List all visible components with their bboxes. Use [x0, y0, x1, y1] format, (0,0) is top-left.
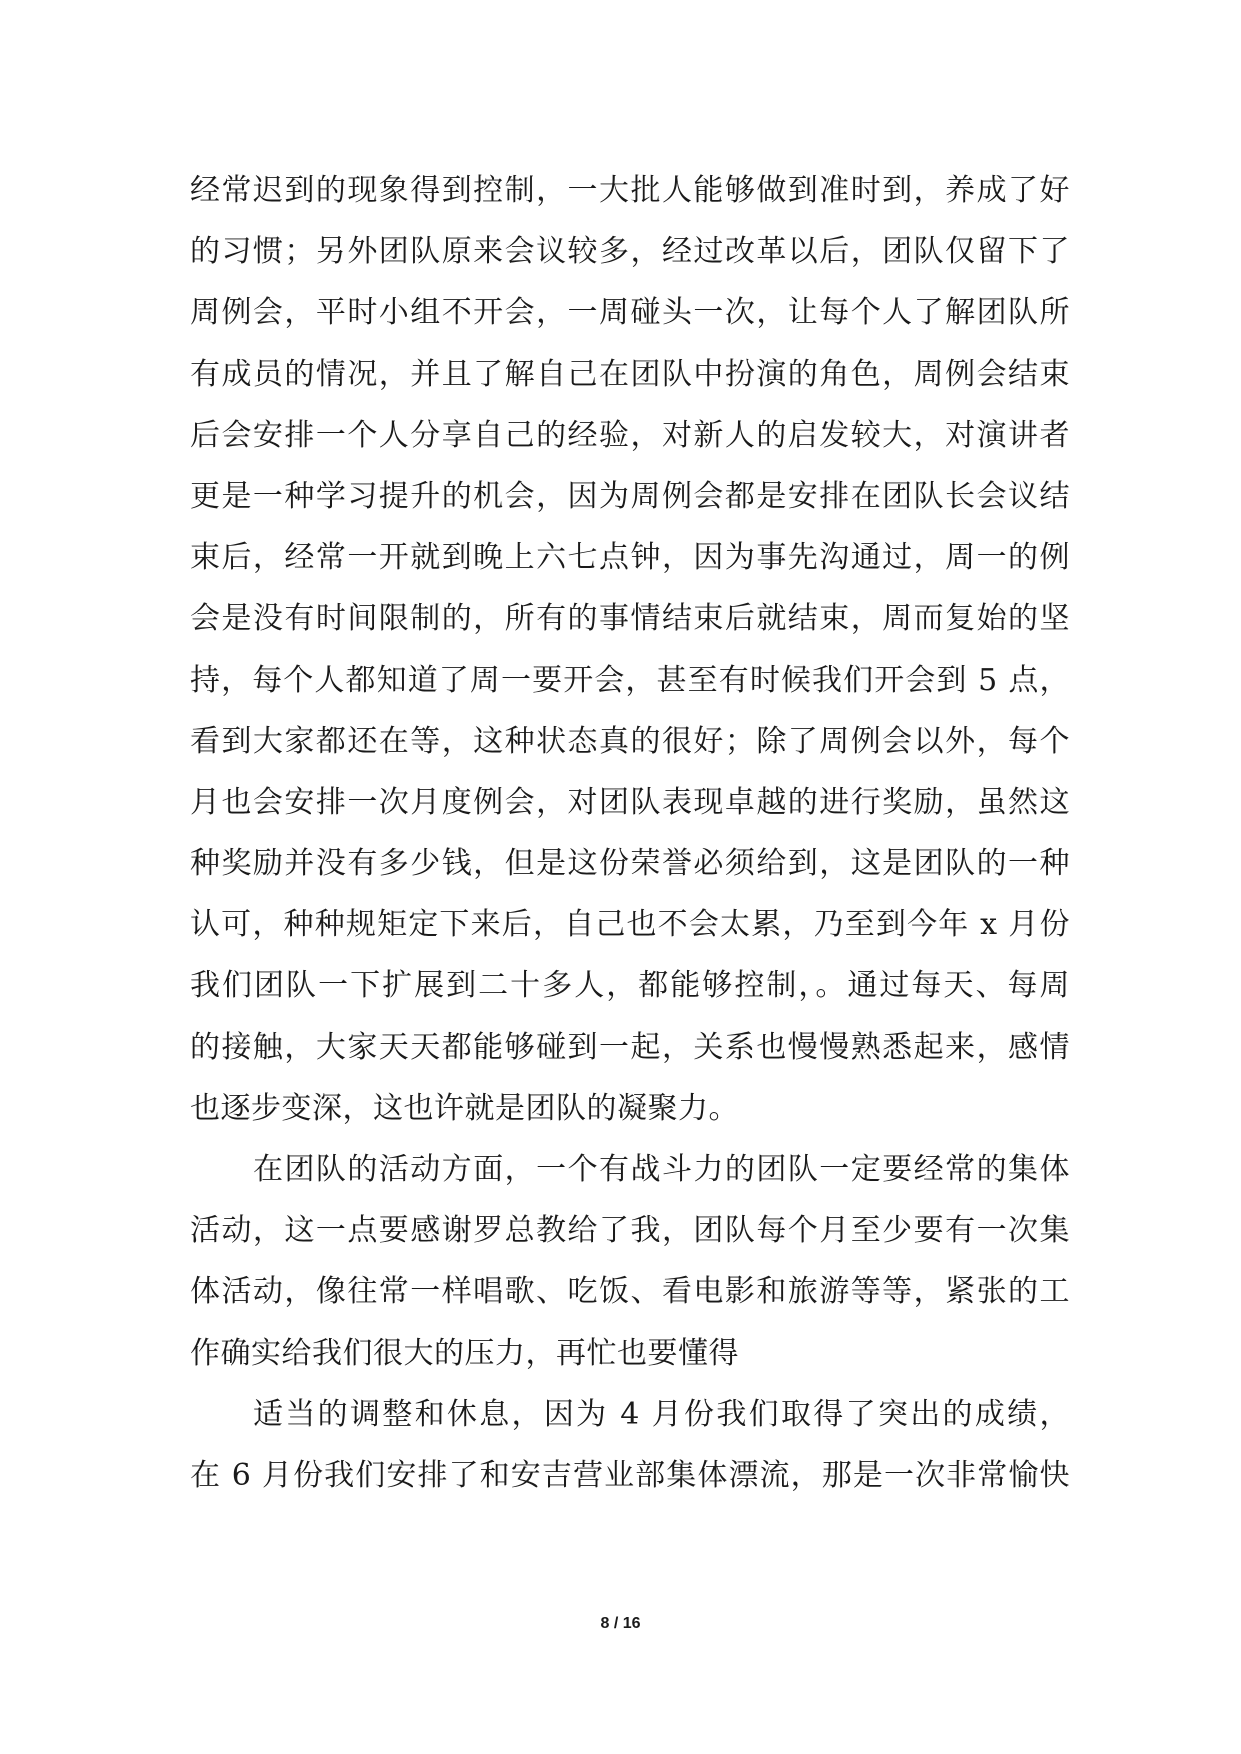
- text-line: 会是没有时间限制的，所有的事情结束后就结束，周而复始的坚: [190, 601, 1070, 637]
- text-line: 在团队的活动方面，一个有战斗力的团队一定要经常的集体: [253, 1152, 1070, 1187]
- text-line: 持，每个人都知道了周一要开会，甚至有时候我们开会到 5 点，: [190, 662, 1070, 698]
- text-line: 更是一种学习提升的机会，因为周例会都是安排在团队长会议结: [190, 478, 1070, 514]
- text-line: 看到大家都还在等，这种状态真的很好；除了周例会以外，每个: [190, 723, 1070, 759]
- text-line: 束后，经常一开就到晚上六七点钟，因为事先沟通过，周一的例: [190, 540, 1070, 576]
- page-number: 8 / 16: [600, 1615, 641, 1632]
- text-line: 种奖励并没有多少钱，但是这份荣誉必须给到，这是团队的一种: [190, 846, 1070, 882]
- body-text: [190, 160, 1070, 1506]
- text-line: 经常迟到的现象得到控制，一大批人能够做到准时到，养成了好: [190, 173, 1070, 208]
- text-line: 的习惯；另外团队原来会议较多，经过改革以后，团队仅留下了: [190, 234, 1070, 270]
- text-line: 的接触，大家天天都能够碰到一起，关系也慢慢熟悉起来，感情: [190, 1029, 1070, 1065]
- text-line: 作确实给我们很大的压力，再忙也要懂得: [190, 1335, 739, 1371]
- text-line: 有成员的情况，并且了解自己在团队中扮演的角色，周例会结束: [190, 356, 1070, 392]
- text-line: 也逐步变深，这也许就是团队的凝聚力。: [190, 1090, 739, 1126]
- text-line: 适当的调整和休息，因为 4 月份我们取得了突出的成绩，: [253, 1396, 1070, 1432]
- text-line: 体活动，像往常一样唱歌、吃饭、看电影和旅游等等，紧张的工: [190, 1274, 1070, 1310]
- text-line: 活动，这一点要感谢罗总教给了我，团队每个月至少要有一次集: [190, 1213, 1070, 1249]
- text-line: 我们团队一下扩展到二十多人，都能够控制，。通过每天、每周: [190, 968, 1070, 1004]
- text-line: 认可，种种规矩定下来后，自己也不会太累，乃至到今年 x 月份: [190, 907, 1070, 943]
- text-line: 月也会安排一次月度例会，对团队表现卓越的进行奖励，虽然这: [190, 784, 1070, 820]
- text-line: 在 6 月份我们安排了和安吉营业部集体漂流，那是一次非常愉快: [190, 1457, 1070, 1493]
- text-line: 周例会，平时小组不开会，一周碰头一次，让每个人了解团队所: [190, 295, 1070, 331]
- text-line: 后会安排一个人分享自己的经验，对新人的启发较大，对演讲者: [190, 417, 1070, 453]
